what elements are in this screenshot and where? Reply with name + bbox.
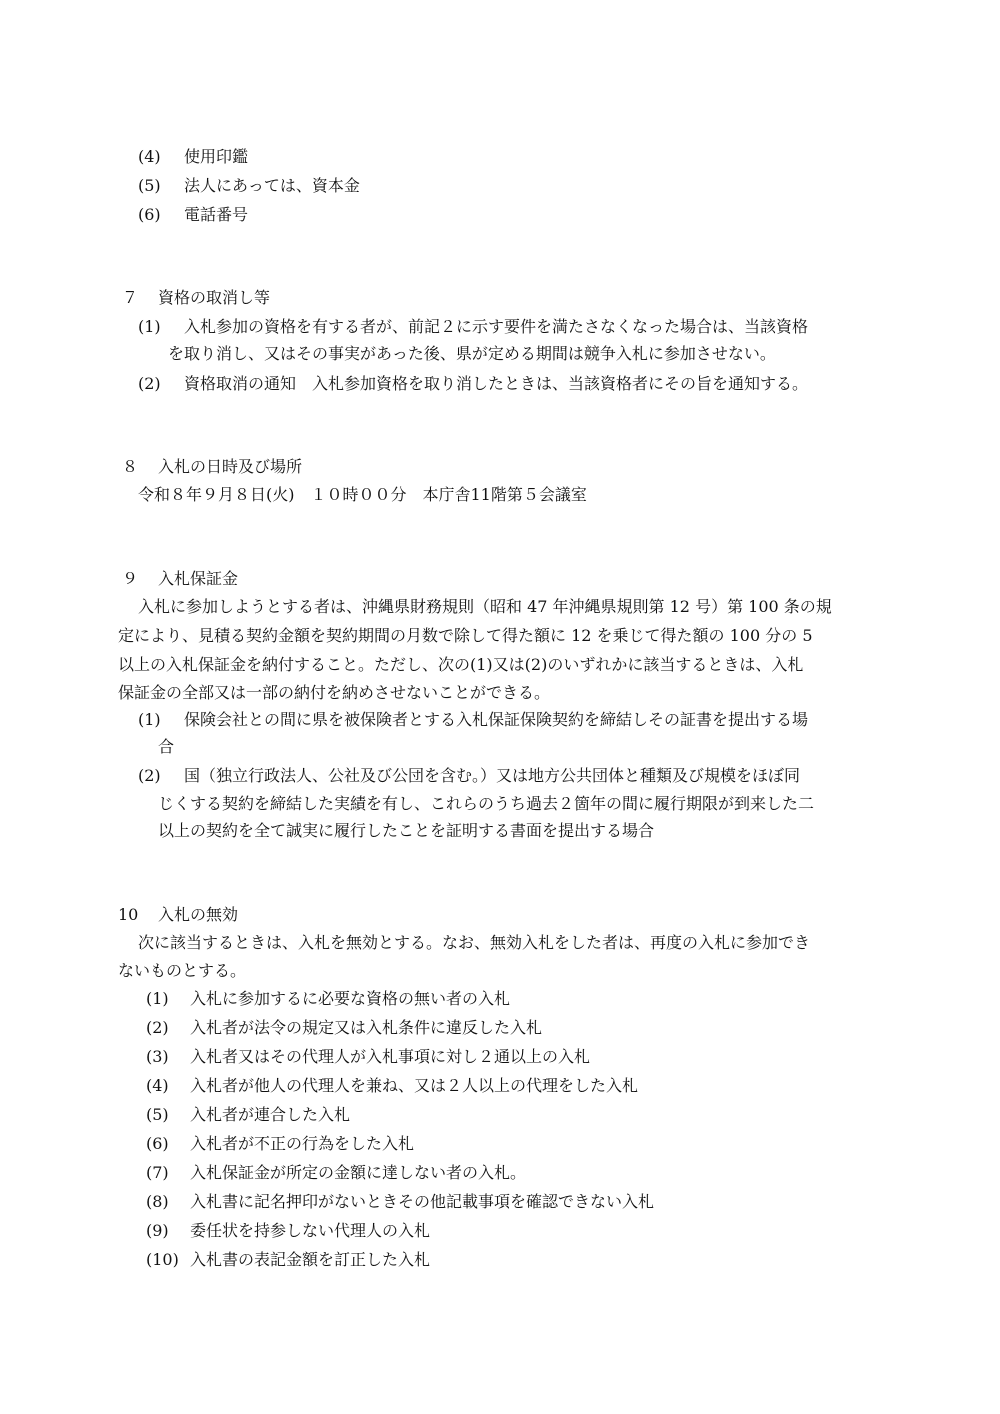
item-number: (6): [138, 205, 161, 224]
section-title: 資格の取消し等: [158, 288, 271, 307]
item-number: (2): [138, 374, 161, 393]
item-text: 電話番号: [184, 205, 249, 224]
item-text: 入札保証金が所定の金額に達しない者の入札。: [190, 1163, 527, 1182]
paragraph-text: 次に該当するときは、入札を無効とする。なお、無効入札をした者は、再度の入札に参加でき: [138, 933, 811, 952]
list-item: [138, 373, 808, 395]
item-number: (5): [146, 1105, 169, 1124]
list-item: [146, 1046, 590, 1068]
item-text: 入札者が法令の規定又は入札条件に違反した入札: [190, 1018, 543, 1037]
paragraph-line: [138, 932, 810, 954]
item-text: 入札に参加するに必要な資格の無い者の入札: [190, 989, 511, 1008]
list-item-continuation: [158, 736, 174, 758]
item-text: 資格取消の通知 入札参加資格を取り消したときは、当該資格者にその旨を通知する。: [184, 374, 809, 393]
item-text: 保険会社との間に県を被保険者とする入札保証保険契約を締結しその証書を提出する場: [184, 710, 809, 729]
list-item: [146, 1017, 542, 1039]
item-text: じくする契約を締結した実績を有し、これらのうち過去２箇年の間に履行期限が到来した二: [158, 794, 815, 813]
item-text: 法人にあっては、資本金: [184, 176, 360, 195]
list-item: [146, 1104, 350, 1126]
schedule-text: 令和８年９月８日(火) １０時００分 本庁舎11階第５会議室: [138, 485, 587, 504]
item-number: (2): [146, 1018, 169, 1037]
list-item: [146, 1075, 638, 1097]
item-text: 入札者が連合した入札: [190, 1105, 351, 1124]
section-heading: [122, 568, 238, 590]
list-item: [146, 1162, 526, 1184]
section-heading: [122, 287, 270, 309]
item-text: 入札者又はその代理人が入札事項に対し２通以上の入札: [190, 1047, 591, 1066]
item-number: (1): [146, 989, 169, 1008]
item-text: 入札者が他人の代理人を兼ね、又は２人以上の代理をした入札: [190, 1076, 639, 1095]
section-title: 入札の無効: [158, 905, 239, 924]
section-number: ９: [122, 569, 139, 588]
list-item: [146, 1220, 430, 1242]
item-text: 入札書の表記金額を訂正した入札: [190, 1250, 431, 1269]
section-number: ８: [122, 457, 139, 476]
list-item: [138, 316, 808, 338]
item-text: 入札書に記名押印がないときその他記載事項を確認できない入札: [190, 1192, 655, 1211]
paragraph-line: [118, 654, 803, 676]
item-number: (2): [138, 766, 161, 785]
list-item: [146, 1249, 430, 1271]
section-heading: [122, 456, 302, 478]
item-text: 入札者が不正の行為をした入札: [190, 1134, 415, 1153]
section-heading: [118, 904, 238, 926]
section-number: ７: [122, 288, 139, 307]
list-item: [138, 175, 360, 197]
list-item: [138, 709, 808, 731]
item-number: (6): [146, 1134, 169, 1153]
list-item: [146, 988, 510, 1010]
list-item-continuation: [158, 820, 654, 842]
list-item: [138, 204, 248, 226]
section-title: 入札の日時及び場所: [158, 457, 303, 476]
paragraph-line: [138, 484, 587, 506]
item-text: を取り消し、又はその事実があった後、県が定める期間は競争入札に参加させない。: [168, 344, 776, 363]
list-item-continuation: [158, 793, 814, 815]
item-number: (1): [138, 710, 161, 729]
item-number: (1): [138, 317, 161, 336]
item-number: (4): [146, 1076, 169, 1095]
item-text: 国（独立行政法人、公社及び公団を含む。）又は地方公共団体と種類及び規模をほぼ同: [184, 766, 801, 785]
item-text: 入札参加の資格を有する者が、前記２に示す要件を満たさなくなった場合は、当該資格: [184, 317, 809, 336]
list-item: [138, 765, 800, 787]
item-text: 委任状を持参しない代理人の入札: [190, 1221, 431, 1240]
item-text: 合: [158, 737, 175, 756]
item-number: (4): [138, 147, 161, 166]
paragraph-line: [118, 625, 813, 647]
section-title: 入札保証金: [158, 569, 239, 588]
paragraph-line: [118, 960, 246, 982]
item-number: (7): [146, 1163, 169, 1182]
item-text: 以上の契約を全て誠実に履行したことを証明する書面を提出する場合: [158, 821, 655, 840]
item-number: (10): [146, 1250, 179, 1269]
item-number: (9): [146, 1221, 169, 1240]
item-text: 使用印鑑: [184, 147, 249, 166]
item-number: (5): [138, 176, 161, 195]
paragraph-line: [138, 596, 832, 618]
paragraph-line: [118, 682, 550, 704]
list-item: [138, 146, 248, 168]
section-number: 10: [118, 905, 139, 924]
list-item: [146, 1133, 414, 1155]
item-number: (3): [146, 1047, 169, 1066]
paragraph-text: 入札に参加しようとする者は、沖縄県財務規則（昭和 47 年沖縄県規則第 12 号）第 100 条の規: [138, 597, 832, 616]
paragraph-text: 保証金の全部又は一部の納付を納めさせないことができる。: [118, 683, 551, 702]
list-item: [146, 1191, 654, 1213]
paragraph-text: 定により、見積る契約金額を契約期間の月数で除して得た額に 12 を乗じて得た額の 100 分の 5: [118, 626, 813, 645]
paragraph-text: ないものとする。: [118, 961, 247, 980]
paragraph-text: 以上の入札保証金を納付すること。ただし、次の(1)又は(2)のいずれかに該当するときは、入札: [118, 655, 804, 674]
list-item-continuation: [168, 343, 776, 365]
item-number: (8): [146, 1192, 169, 1211]
